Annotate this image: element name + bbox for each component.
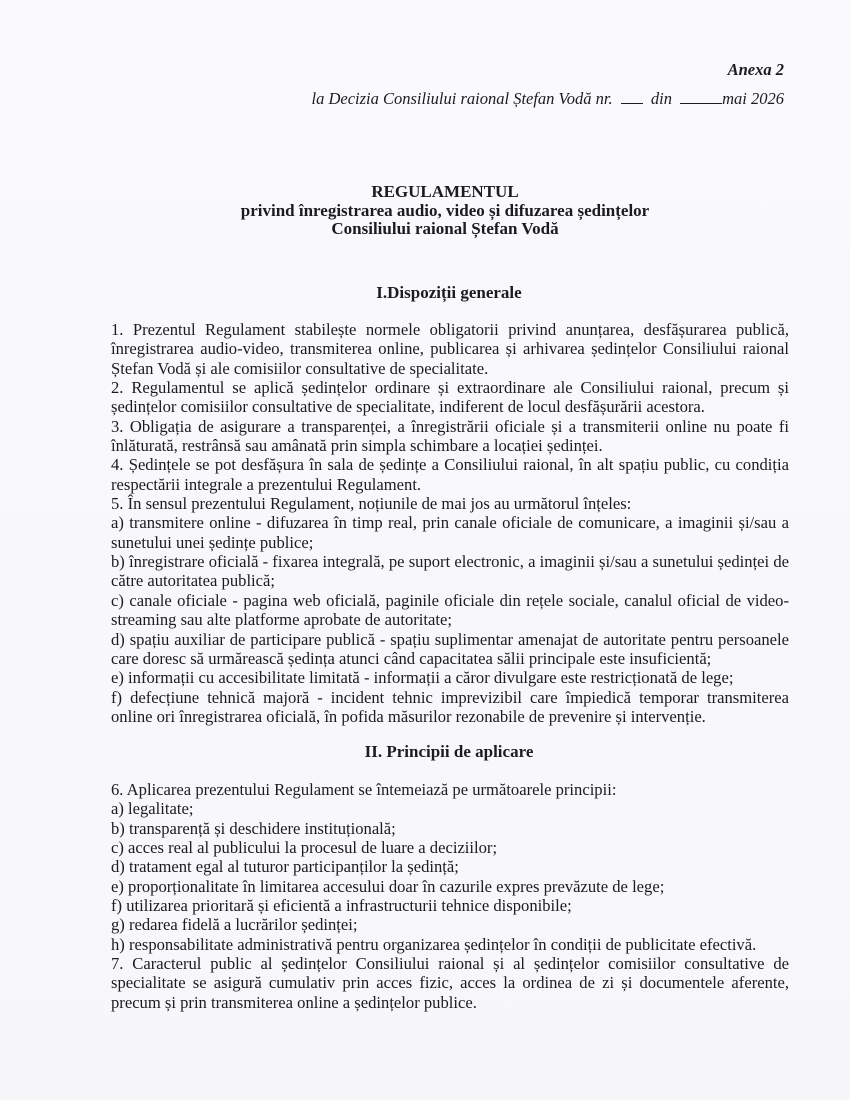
decision-day-blank xyxy=(680,89,722,104)
definition-item: f) defecțiune tehnică majoră - incident tehnic imprevizibil care împiedică temporar transmiterea online ori înregistrarea oficială, în pofida măsurilor rezonabile de prevenire și intervenție. xyxy=(111,687,789,726)
title-line-1: REGULAMENTUL xyxy=(371,182,519,201)
definition-item: e) informații cu accesibilitate limitată - informații a căror divulgare este restricționată de lege; xyxy=(111,668,734,688)
definition-item: a) transmitere online - difuzarea în timp real, prin canale oficiale de comunicare, a imaginii și/sau a sunetului unei ședințe publice; xyxy=(111,513,789,552)
definition-item: d) spațiu auxiliar de participare publică - spațiu suplimentar amenajat de autoritate pentru persoanele care doresc să urmărească ședința atunci când capacitatea sălii principale este insuficientă; xyxy=(111,629,789,668)
decision-reference xyxy=(312,89,784,109)
definition-item: b) înregistrare oficială - fixarea integrală, pe suport electronic, a imaginii și/sau a sunetului ședinței de către autoritatea publică; xyxy=(111,552,789,591)
document-title xyxy=(100,183,790,239)
decision-ref-prefix: la Decizia Consiliului raional Ștefan Vodă nr. xyxy=(311,89,613,108)
annex-label: Anexa 2 xyxy=(727,60,784,79)
paragraph: 5. În sensul prezentului Regulament, noțiunile de mai jos au următorul înțeles: xyxy=(111,494,632,514)
title-line-3: Consiliului raional Ștefan Vodă xyxy=(331,219,559,238)
paragraph: 3. Obligația de asigurare a transparenței, a înregistrării oficiale și a transmiterii online nu poate fi înlăturată, restrânsă sau amânată prin simpla schimbare a locației ședinței. xyxy=(111,416,789,456)
principle-item: b) transparență și deschidere instituțională; xyxy=(111,818,396,838)
principle-item: f) utilizarea prioritară și eficientă a infrastructurii tehnice disponibile; xyxy=(111,896,572,916)
paragraph: 4. Ședințele se pot desfășura în sala de ședințe a Consiliului raional, în alt spațiu public, cu condiția respectării integrale a prezentului Regulament. xyxy=(111,455,789,494)
section-body-general-provisions xyxy=(111,320,789,726)
paragraph: 6. Aplicarea prezentului Regulament se întemeiază pe următoarele principii: xyxy=(111,780,617,799)
section-body-principles xyxy=(111,780,789,1012)
principle-item: a) legalitate; xyxy=(111,799,194,819)
section-heading-principles: II. Principii de aplicare xyxy=(364,742,534,761)
definition-item: c) canale oficiale - pagina web oficială, paginile oficiale din rețele sociale, canalul oficial de video-streaming sau alte platforme aprobate de autoritate; xyxy=(111,590,789,630)
paragraph: 7. Caracterul public al ședințelor Consiliului raional și al ședințelor comisiilor consultative de specialitate se asigură cumulativ prin acces fizic, acces la ordinea de zi și documentele aferente, precum și prin transmiterea online a ședințelor publice. xyxy=(111,954,789,1012)
principle-item: e) proporționalitate în limitarea accesului doar în cazurile expres prevăzute de lege; xyxy=(111,876,665,896)
title-line-2: privind înregistrarea audio, video și difuzarea ședințelor xyxy=(240,200,650,220)
principle-item: d) tratament egal al tuturor participanților la ședință; xyxy=(111,857,459,877)
principle-item: g) redarea fidelă a lucrărilor ședinței; xyxy=(111,915,358,935)
principle-item: h) responsabilitate administrativă pentru organizarea ședințelor în condiții de publicitate efectivă. xyxy=(111,934,757,954)
paragraph: 1. Prezentul Regulament stabilește normele obligatorii privind anunțarea, desfășurarea publică, înregistrarea audio-video, transmiterea online, publicarea și arhivarea ședințelor Consiliului raional Ștefan Vodă și ale comisiilor consultative de specialitate. xyxy=(111,320,789,378)
paragraph: 2. Regulamentul se aplică ședințelor ordinare și extraordinare ale Consiliului raional, precum și ședințelor comisiilor consultative de specialitate, indiferent de locul desfășurării acestora. xyxy=(111,378,789,417)
decision-ref-din: din xyxy=(650,89,672,108)
section-heading-general-provisions: I.Dispoziții generale xyxy=(376,283,522,302)
principle-item: c) acces real al publicului la procesul de luare a deciziilor; xyxy=(111,838,498,858)
decision-number-blank xyxy=(621,89,643,104)
decision-ref-date: mai 2026 xyxy=(722,89,784,108)
